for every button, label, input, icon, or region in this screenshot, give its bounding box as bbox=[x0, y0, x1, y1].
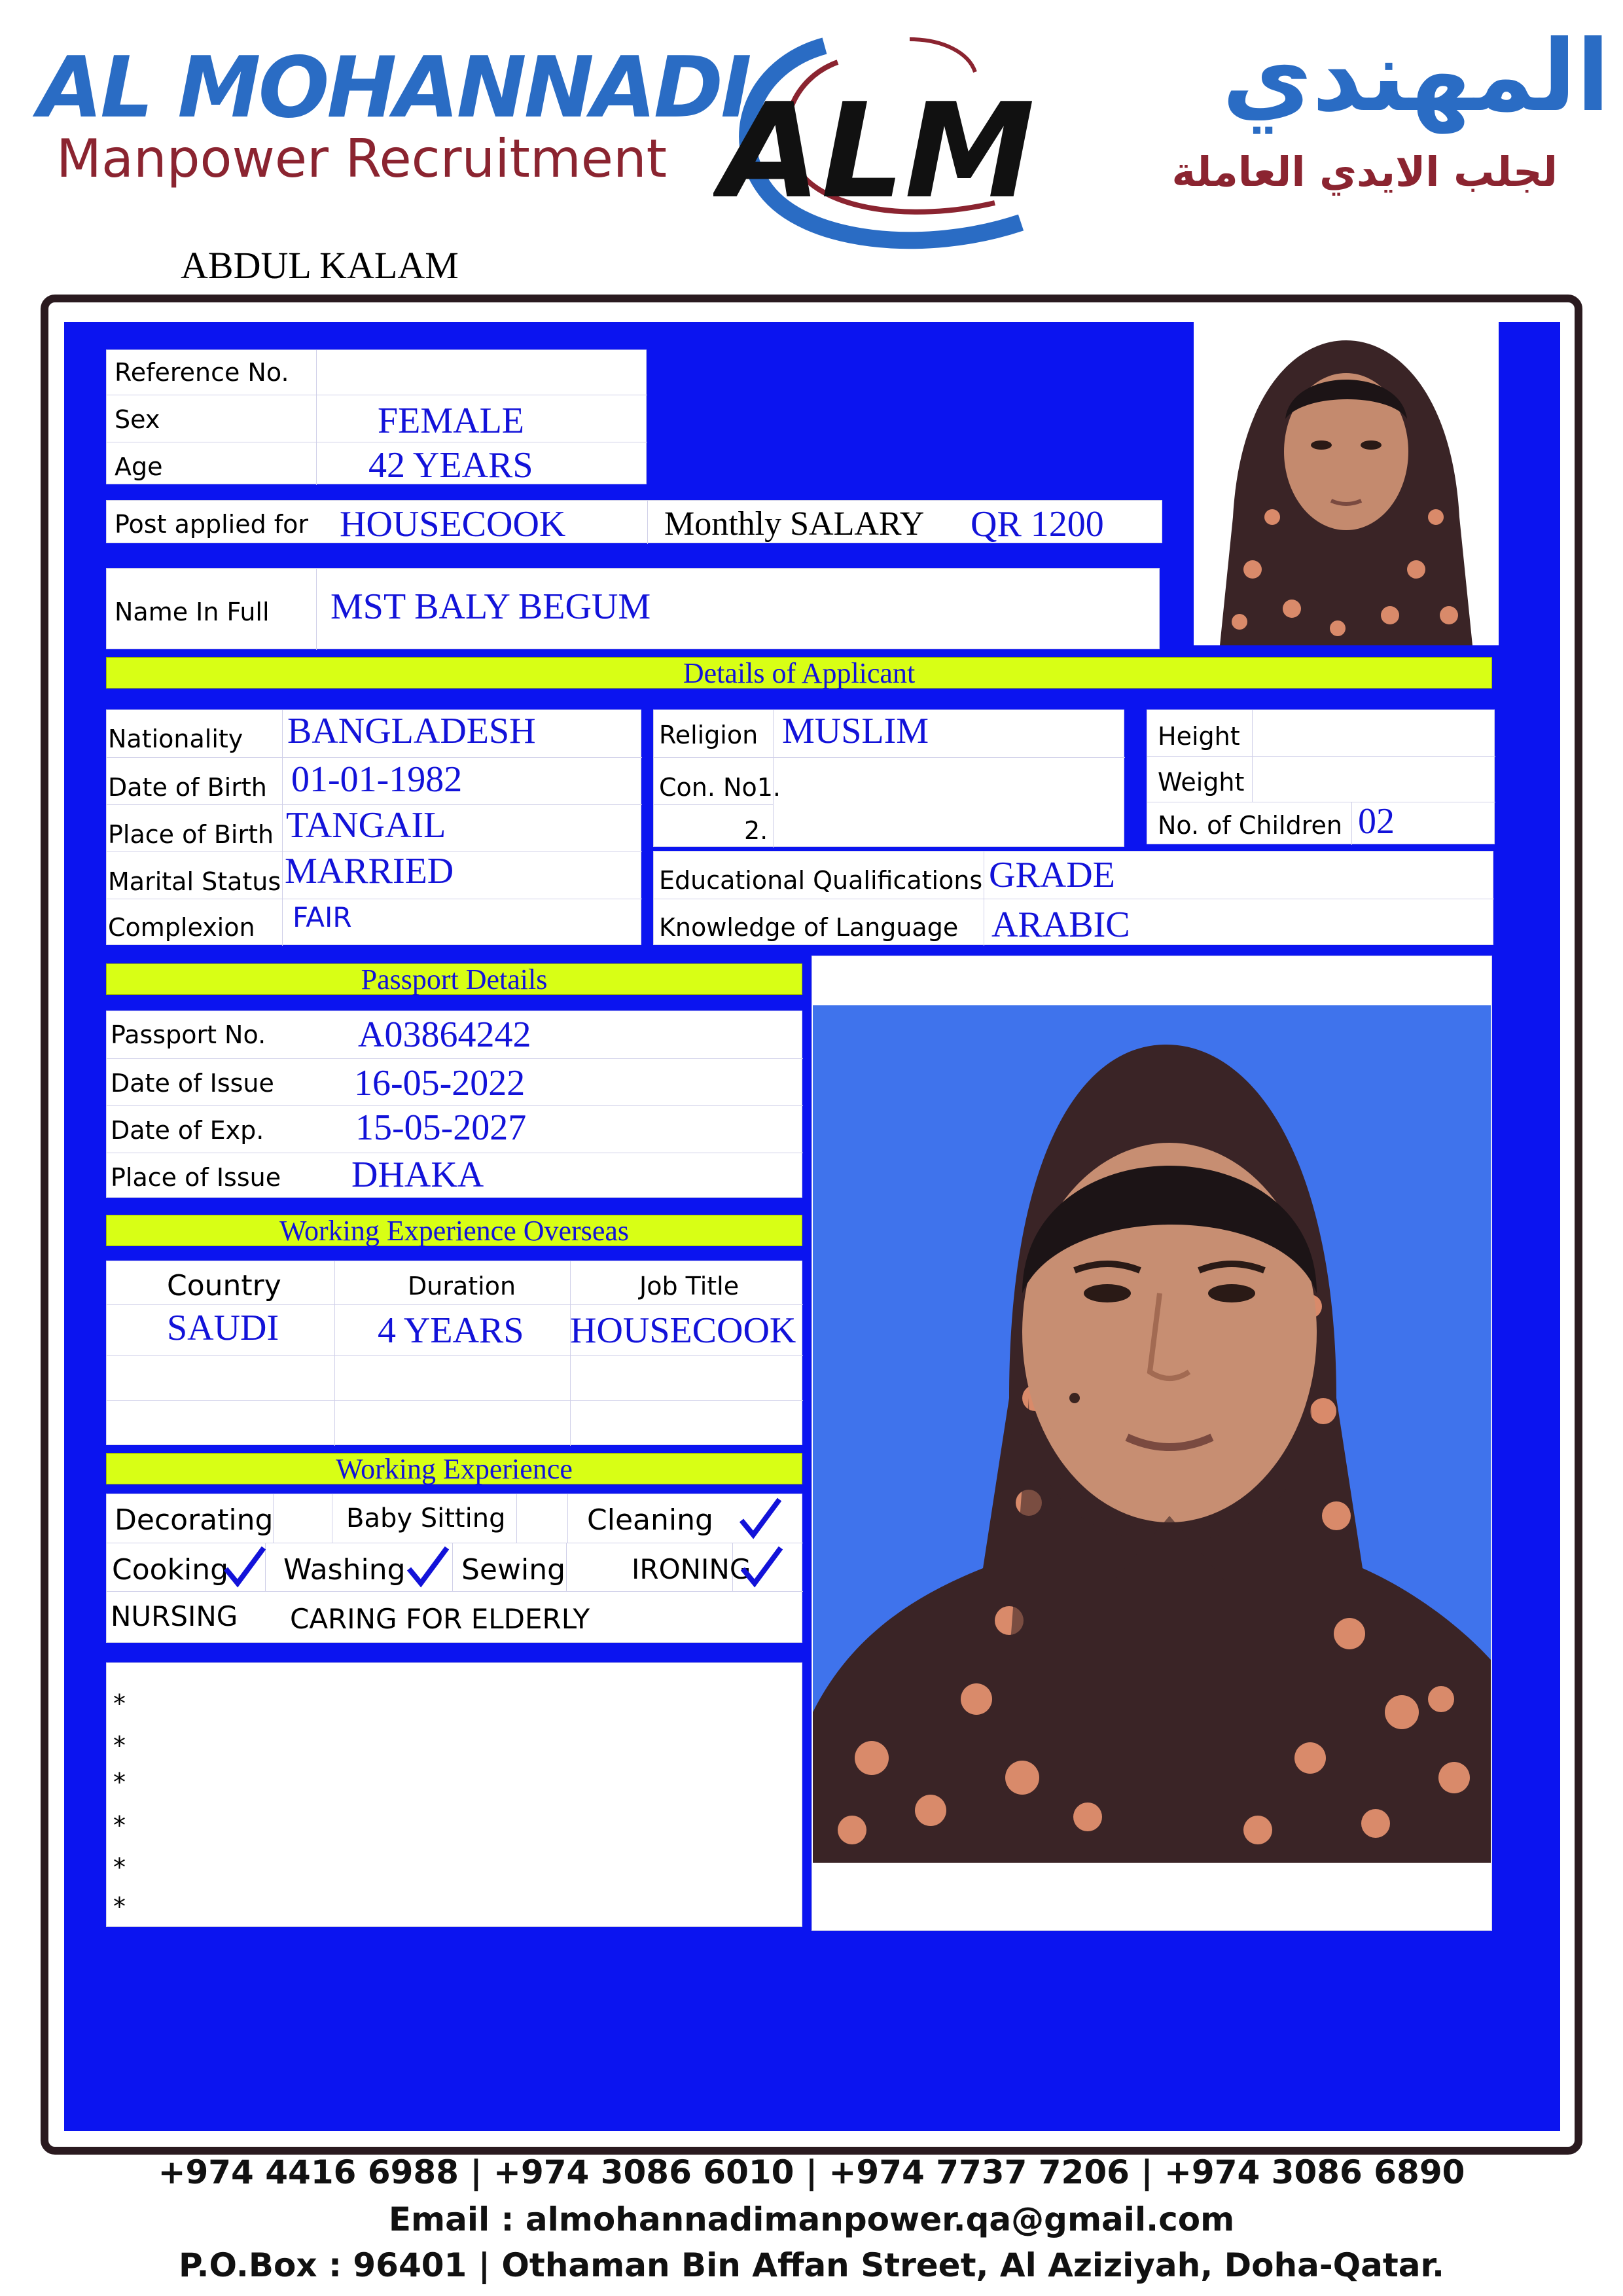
basic-info-table bbox=[106, 350, 647, 484]
issue-place-value: DHAKA bbox=[351, 1155, 484, 1195]
cleaning-check-icon bbox=[738, 1496, 783, 1541]
issue-date-label: Date of Issue bbox=[111, 1069, 274, 1098]
note-bullet: * bbox=[113, 1731, 126, 1760]
note-bullet: * bbox=[113, 1892, 126, 1921]
religion-contact-table bbox=[653, 709, 1124, 847]
note-bullet: * bbox=[113, 1853, 126, 1882]
footer-phones: +974 4416 6988 | +974 3086 6010 | +974 7737 7206 | +974 3086 6890 bbox=[158, 2153, 1465, 2191]
overseas-job-1: HOUSECOOK bbox=[570, 1310, 796, 1351]
cooking-check-icon bbox=[222, 1544, 268, 1590]
washing-label: Washing bbox=[283, 1553, 406, 1587]
post-label: Post applied for bbox=[115, 510, 309, 539]
brand-name-arabic: المهندي bbox=[1222, 20, 1610, 134]
applicant-photo-large bbox=[813, 1005, 1491, 1863]
weight-label: Weight bbox=[1158, 768, 1245, 797]
nationality-value: BANGLADESH bbox=[287, 711, 536, 751]
physical-details-table bbox=[1147, 709, 1495, 844]
footer-email[interactable]: Email : almohannadimanpower.qa@gmail.com bbox=[388, 2200, 1235, 2238]
overseas-table bbox=[106, 1261, 802, 1445]
children-label: No. of Children bbox=[1158, 811, 1342, 840]
reference-label: Reference No. bbox=[115, 358, 289, 387]
education-label: Educational Qualifications bbox=[659, 866, 983, 895]
experience-table bbox=[106, 1494, 802, 1643]
expiry-date-value: 15-05-2027 bbox=[355, 1107, 527, 1148]
issue-place-label: Place of Issue bbox=[111, 1163, 281, 1192]
language-value: ARABIC bbox=[991, 905, 1130, 945]
complexion-value: FAIR bbox=[293, 901, 352, 933]
sex-value: FEMALE bbox=[378, 401, 524, 441]
complexion-label: Complexion bbox=[108, 913, 255, 942]
expiry-date-label: Date of Exp. bbox=[111, 1116, 264, 1145]
passport-number-label: Passport No. bbox=[111, 1020, 266, 1049]
baby-sitting-label: Baby Sitting bbox=[346, 1503, 506, 1534]
column-country: Country bbox=[167, 1269, 281, 1302]
language-label: Knowledge of Language bbox=[659, 913, 959, 942]
full-name-row bbox=[106, 568, 1160, 649]
agent-name: ABDUL KALAM bbox=[181, 244, 459, 287]
brand-name-english: AL MOHANNADI bbox=[38, 39, 749, 137]
issue-date-value: 16-05-2022 bbox=[354, 1063, 526, 1103]
dob-value: 01-01-1982 bbox=[291, 759, 463, 800]
column-job-title: Job Title bbox=[639, 1272, 740, 1300]
caring-elderly-label: CARING FOR ELDERLY bbox=[290, 1603, 590, 1635]
passport-number-value: A03864242 bbox=[358, 1014, 531, 1055]
brand-subtitle-arabic: لجلب الايدي العاملة bbox=[1171, 148, 1558, 196]
cleaning-label: Cleaning bbox=[587, 1503, 713, 1537]
sex-label: Sex bbox=[115, 405, 160, 434]
personal-details-table bbox=[106, 709, 641, 945]
note-bullet: * bbox=[113, 1768, 126, 1797]
height-label: Height bbox=[1158, 722, 1240, 751]
note-bullet: * bbox=[113, 1811, 126, 1840]
brand-subtitle: Manpower Recruitment bbox=[56, 128, 668, 189]
passport-table bbox=[106, 1011, 802, 1198]
washing-check-icon bbox=[405, 1544, 451, 1590]
passport-section-bar: Passport Details bbox=[106, 963, 802, 995]
contact-1-label: Con. No1. bbox=[659, 773, 781, 802]
age-label: Age bbox=[115, 452, 163, 481]
experience-section-bar: Working Experience bbox=[106, 1453, 802, 1484]
column-duration: Duration bbox=[408, 1272, 516, 1300]
contact-2-label: 2. bbox=[744, 816, 768, 845]
name-value: MST BALY BEGUM bbox=[330, 586, 651, 627]
post-value: HOUSECOOK bbox=[340, 504, 566, 545]
nursing-label: NURSING bbox=[111, 1600, 238, 1632]
sewing-label: Sewing bbox=[461, 1553, 566, 1587]
dob-label: Date of Birth bbox=[108, 773, 267, 802]
religion-value: MUSLIM bbox=[782, 711, 929, 751]
education-language-table bbox=[653, 851, 1493, 945]
pob-label: Place of Birth bbox=[108, 820, 274, 849]
alm-logo bbox=[713, 26, 1054, 275]
age-value: 42 YEARS bbox=[368, 445, 533, 486]
salary-label: Monthly SALARY bbox=[664, 505, 925, 543]
salary-value: QR 1200 bbox=[971, 504, 1104, 545]
logo-letters: ALM bbox=[720, 75, 1035, 228]
ironing-label: IRONING bbox=[632, 1553, 751, 1585]
notes-box bbox=[106, 1662, 802, 1927]
nationality-label: Nationality bbox=[108, 725, 243, 753]
details-section-bar: Details of Applicant bbox=[106, 657, 1492, 689]
ironing-check-icon bbox=[739, 1544, 785, 1590]
children-value: 02 bbox=[1358, 801, 1395, 842]
education-value: GRADE bbox=[989, 855, 1115, 895]
post-salary-row bbox=[106, 500, 1162, 543]
cooking-label: Cooking bbox=[112, 1553, 229, 1587]
overseas-duration-1: 4 YEARS bbox=[378, 1310, 524, 1351]
marital-value: MARRIED bbox=[285, 851, 454, 891]
religion-label: Religion bbox=[659, 721, 758, 749]
overseas-country-1: SAUDI bbox=[167, 1308, 279, 1348]
marital-label: Marital Status bbox=[108, 867, 281, 896]
overseas-section-bar: Working Experience Overseas bbox=[106, 1215, 802, 1246]
pob-value: TANGAIL bbox=[286, 805, 446, 846]
note-bullet: * bbox=[113, 1689, 126, 1718]
footer-address: P.O.Box : 96401 | Othaman Bin Affan Street, Al Aziziyah, Doha-Qatar. bbox=[179, 2246, 1444, 2284]
decorating-label: Decorating bbox=[115, 1503, 274, 1537]
name-label: Name In Full bbox=[115, 598, 270, 626]
applicant-photo-small bbox=[1194, 321, 1499, 645]
